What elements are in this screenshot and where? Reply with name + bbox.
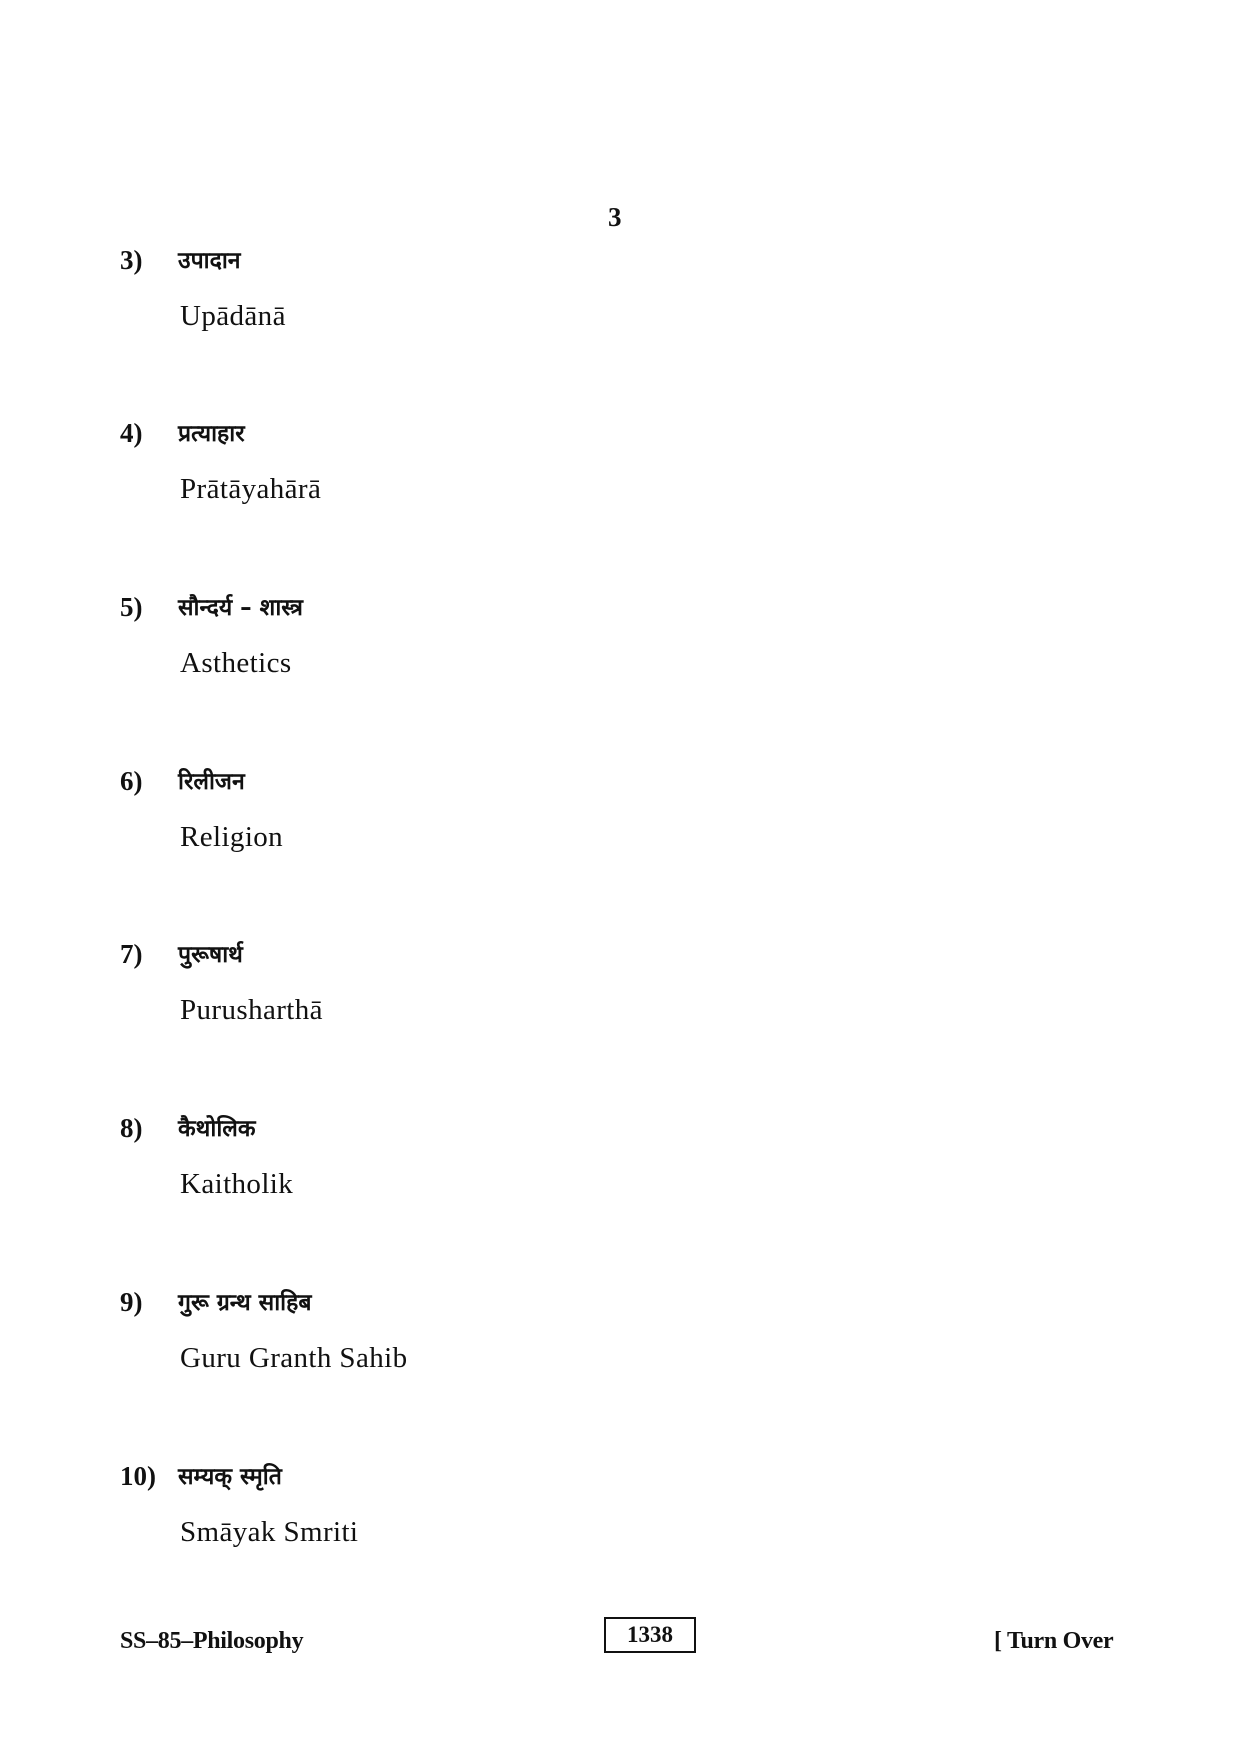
- question-item: [120, 1111, 1020, 1221]
- question-item: [120, 1285, 1020, 1395]
- question-hindi-term: रिलीजन: [178, 769, 245, 795]
- question-item: [120, 416, 1020, 526]
- question-hindi-term: प्रत्याहार: [178, 421, 245, 447]
- question-hindi-term: पुरूषार्थ: [178, 942, 243, 968]
- question-item: [120, 243, 1020, 353]
- question-number: 8): [120, 1113, 143, 1143]
- question-number: 5): [120, 592, 143, 622]
- question-english-answer: Purusharthā: [180, 994, 323, 1026]
- question-english-answer: Religion: [180, 821, 284, 853]
- question-english-answer: Upādānā: [180, 300, 286, 332]
- question-hindi-term: सौन्दर्य – शास्त्र: [178, 595, 303, 621]
- question-number: 9): [120, 1287, 143, 1317]
- question-english-answer: Kaitholik: [180, 1168, 294, 1200]
- question-item: [120, 1459, 1020, 1569]
- page-number: 3: [608, 202, 622, 232]
- question-hindi-term: गुरू ग्रन्थ साहिब: [178, 1290, 312, 1316]
- question-number: 4): [120, 418, 143, 448]
- question-item: [120, 590, 1020, 700]
- question-number: 7): [120, 939, 143, 969]
- question-hindi-term: उपादान: [178, 248, 241, 274]
- question-number: 3): [120, 245, 143, 275]
- question-number: 6): [120, 766, 143, 796]
- question-english-answer: Smāyak Smriti: [180, 1516, 359, 1548]
- question-item: [120, 937, 1020, 1047]
- question-hindi-term: कैथोलिक: [178, 1116, 256, 1142]
- question-english-answer: Prātāyahārā: [180, 473, 322, 505]
- question-english-answer: Asthetics: [180, 647, 292, 679]
- question-hindi-term: सम्यक् स्मृति: [178, 1464, 282, 1490]
- footer-turn-over: [ Turn Over: [994, 1628, 1114, 1654]
- question-number: 10): [120, 1461, 156, 1491]
- footer-page-code: 1338: [604, 1617, 696, 1653]
- question-english-answer: Guru Granth Sahib: [180, 1342, 408, 1374]
- question-item: [120, 764, 1020, 874]
- footer-subject-code: SS–85–Philosophy: [120, 1628, 304, 1654]
